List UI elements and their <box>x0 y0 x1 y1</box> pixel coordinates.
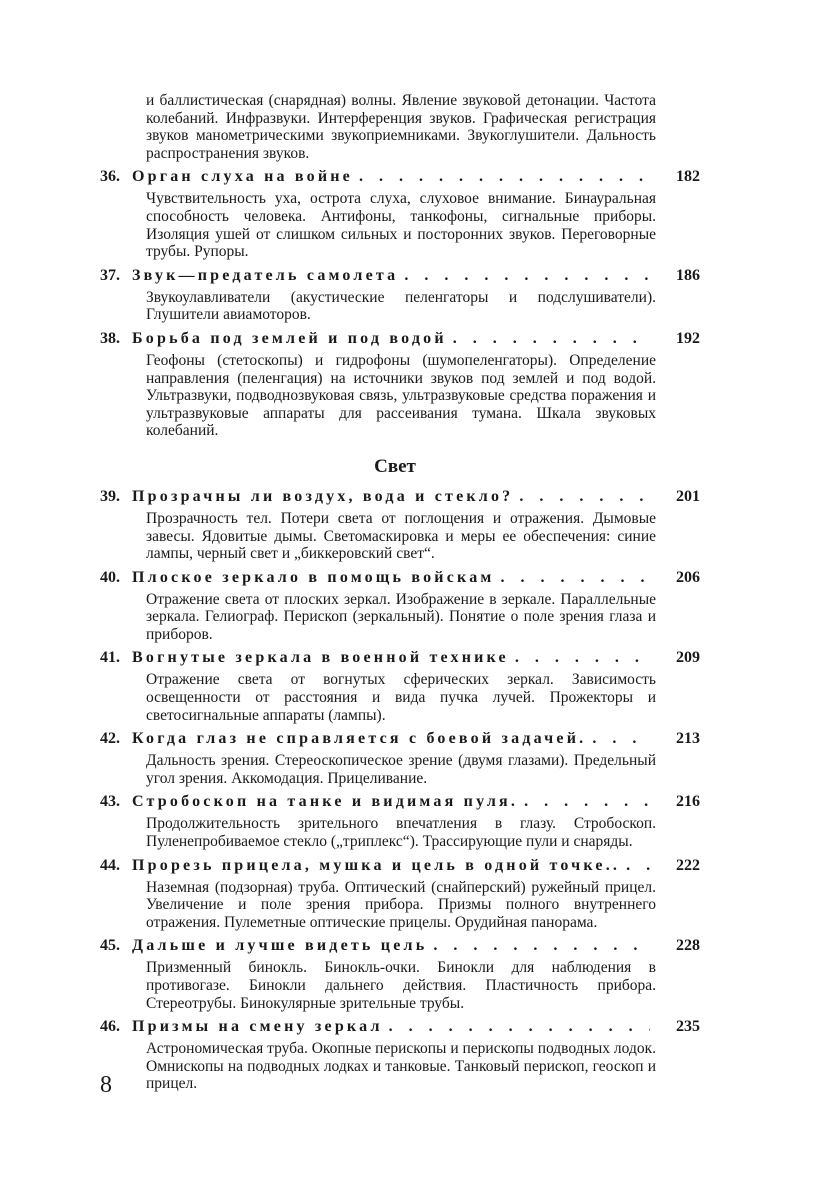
entry-page: 201 <box>676 487 700 505</box>
entry-description: Астрономическая труба. Окопные перископы и перископы подводных лодок. Омнископы на подводных лодках и танковые. Танковый перископ, геоскоп и прицел. <box>146 1040 656 1093</box>
toc-entry-44 <box>100 857 700 932</box>
dot-leader <box>433 937 650 955</box>
entry-description: Призменный бинокль. Бинокль-очки. Бинокли для наблюдения в противогазе. Бинокли дальнего действия. Пластичность прибора. Стереотрубы. Бинокулярные зрительные трубы. <box>146 959 656 1012</box>
entry-number: 46. <box>100 1018 120 1036</box>
toc-entry-40 <box>100 569 700 644</box>
entry-page: 206 <box>676 568 700 586</box>
dot-leader <box>519 488 650 506</box>
entry-title: Плоское зеркало в помощь войскам <box>132 568 495 586</box>
entry-title: Вогнутые зеркала в военной технике <box>132 649 509 667</box>
dot-leader <box>592 730 650 748</box>
entry-description: Геофоны (стетоскопы) и гидрофоны (шумопеленгаторы). Определение направления (пеленгация) на источники звуков под землей и под водой. Ультразвуки, подводнозвуковая связь, ультразвуковые средства поражения и ультразвуковые аппараты для рассеивания тумана. Шкала звуковых колебаний. <box>146 351 656 440</box>
entry-title: Стробоскоп на танке и видимая пуля. <box>132 793 519 811</box>
entry-title: Призмы на смену зеркал <box>132 1018 383 1036</box>
entry-description: Дальность зрения. Стереоскопическое зрение (двумя глазами). Предельный угол зрения. Аккомодация. Прицеливание. <box>146 752 656 787</box>
entry-number: 44. <box>100 856 120 874</box>
section-heading: Свет <box>374 455 416 477</box>
entry-number: 42. <box>100 730 120 748</box>
toc-entry-36 <box>100 168 700 260</box>
toc-entry-41 <box>100 649 700 724</box>
entry-title: Звук—предатель самолета <box>132 266 399 284</box>
entry-page: 182 <box>676 168 700 186</box>
dot-leader <box>359 168 650 186</box>
page-number: 8 <box>100 1072 112 1098</box>
entry-page: 222 <box>676 856 700 874</box>
dot-leader <box>515 649 650 667</box>
entry-title: Когда глаз не справляется с боевой задачей. <box>132 730 587 748</box>
toc-entry-37 <box>100 267 700 324</box>
entry-page: 213 <box>676 730 700 748</box>
entry-number: 43. <box>100 793 120 811</box>
toc-entry-43 <box>100 793 700 850</box>
entry-page: 186 <box>676 266 700 284</box>
entry-description: Прозрачность тел. Потери света от поглощения и отражения. Дымовые завесы. Ядовитые дымы. Светомаскировка и меры ее обеспечения: синие лампы, черный свет и „биккеровский свет“. <box>146 509 656 563</box>
intro-paragraph: и баллистическая (снарядная) волны. Явление звуковой детонации. Частота колебаний. Инфразвуки. Интерференция звуков. Графическая регистрация звуков манометрическими звукоприемниками. Звукоглушители. Дальность распространения звуков. <box>146 92 656 162</box>
entry-number: 45. <box>100 937 120 955</box>
dot-leader <box>524 793 650 811</box>
toc-entry-38 <box>100 330 700 440</box>
entry-number: 36. <box>100 168 120 186</box>
entry-page: 235 <box>676 1018 700 1036</box>
entry-title: Прозрачны ли воздух, вода и стекло? <box>132 487 514 505</box>
entry-description: Наземная (подзорная) труба. Оптический (снайперский) ружейный прицел. Увеличение и поле зрения прибора. Призмы полного внутреннего отражения. Пулеметные оптические прицелы. Орудийная панорама. <box>146 878 656 931</box>
entry-number: 37. <box>100 266 120 284</box>
table-of-contents <box>100 92 700 1093</box>
dot-leader <box>389 1018 650 1036</box>
toc-entry-45 <box>100 937 700 1012</box>
entry-description: Отражение света от вогнутых сферических зеркал. Зависимость освещенности от расстояния и вида пучка лучей. Прожекторы и светосигнальные аппараты (лампы). <box>146 671 656 724</box>
entry-number: 39. <box>100 487 120 505</box>
entry-number: 41. <box>100 649 120 667</box>
entry-title: Орган слуха на войне <box>132 168 353 186</box>
entry-number: 40. <box>100 568 120 586</box>
toc-entry-42 <box>100 730 700 787</box>
dot-leader <box>453 330 650 348</box>
dot-leader <box>626 857 650 875</box>
entry-title: Дальше и лучше видеть цель <box>132 937 428 955</box>
entry-title: Прорезь прицела, мушка и цель в одной точке.. <box>132 856 621 874</box>
entry-description: Звукоулавливатели (акустические пеленгаторы и подслушиватели). Глушители авиамоторов. <box>146 288 656 324</box>
entry-page: 192 <box>676 329 700 347</box>
toc-entry-39 <box>100 488 700 563</box>
entry-description: Продолжительность зрительного впечатления в глазу. Стробоскоп. Пуленепробиваемое стекло („триплекс“). Трассирующие пули и снаряды. <box>146 815 656 851</box>
entry-description: Чувствительность уха, острота слуха, слуховое внимание. Бинауральная способность человека. Антифоны, танкофоны, сигнальные приборы. Изоляция ушей от слишком сильных и посторонних звуков. Переговорные трубы. Рупоры. <box>146 190 656 261</box>
entry-page: 228 <box>676 937 700 955</box>
entry-number: 38. <box>100 329 120 347</box>
entry-title: Борьба под землей и под водой <box>132 329 447 347</box>
toc-entry-46 <box>100 1018 700 1093</box>
dot-leader <box>501 569 651 587</box>
entry-page: 216 <box>676 793 700 811</box>
entry-page: 209 <box>676 649 700 667</box>
entry-description: Отражение света от плоских зеркал. Изображение в зеркале. Параллельные зеркала. Гелиограф. Перископ (зеркальный). Понятие о поле зрения глаза и приборов. <box>146 590 656 643</box>
dot-leader <box>404 267 650 285</box>
